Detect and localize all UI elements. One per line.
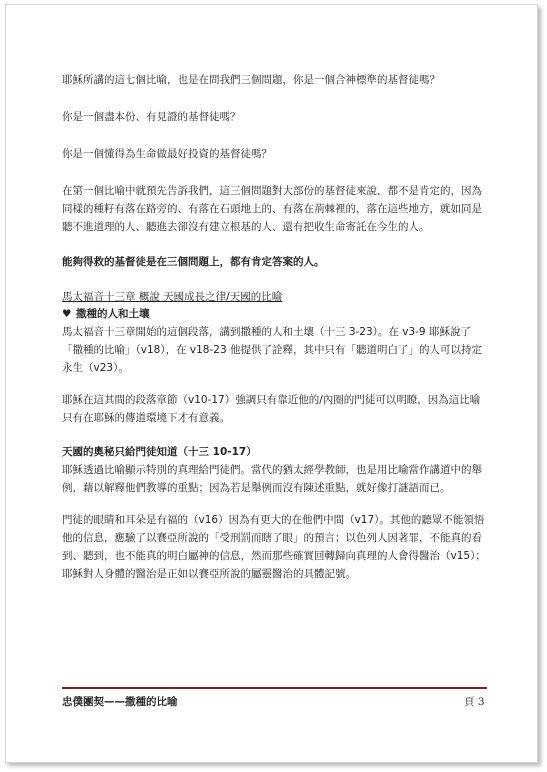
- subheading-sower-text: 撒種的人和土壤: [76, 308, 150, 320]
- subheading-mystery: 天國的奧秘只給門徒知道（十三 10-17）: [62, 446, 257, 458]
- question-1: 耶穌所講的這七個比喻，也是在問我們三個問題，你是一個合神標準的基督徒嗎？: [62, 74, 440, 86]
- paragraph-intro: 在第一個比喻中就預先告訴我們，這三個問題對大部份的基督徒來說，都不是肯定的，因為同樣的種籽有落在路旁的、有落在石頭地上的、有落在荊棘裡的，落在這些地方，就如同是聽不進道理的人、聽進去卻沒有建立根基的人、還有把收生命寄託在今生的人。: [62, 185, 482, 233]
- bold-statement: 能夠得救的基督徒是在三個問題上，都有肯定答案的人。: [62, 256, 325, 268]
- question-3: 你是一個懂得為生命做最好投資的基督徒嗎？: [62, 148, 272, 160]
- footer-title: 忠僕團契——撒種的比喻: [62, 696, 178, 708]
- section-heading: 馬太福音十三章 概說 天國成長之律/天國的比喻: [62, 291, 283, 303]
- subheading-sower: [62, 306, 487, 323]
- paragraph-matthew-13: 馬太福音十三章開始的這個段落，講到撒種的人和土壤（十三 3-23）。在 v3-9 耶穌說了「撒種的比喻」（v18），在 v18-23 他提供了詮釋，其中只有「聽道明白了」的人可以持定永生（v23）。: [62, 326, 482, 374]
- paragraph-blessed-eyes: 門徒的眼睛和耳朵是有福的（v16）因為有更大的在他們中間（v17）。其他的聽眾不能領悟他的信息，應驗了以賽亞所說的「受刑罰而瞎了眼」的預言；以色列人因著罪，不能真的看到、聽到，也不能真的明白屬神的信息，然而那些確實回轉歸向真理的人會得醫治（v15）；耶穌對人身體的醫治是正如以賽亞所說的屬靈醫治的具體記號。: [62, 514, 486, 580]
- document-page: [5, 4, 538, 763]
- footer-rule: [62, 687, 487, 689]
- page-content: [62, 71, 487, 583]
- heart-icon: ♥: [62, 308, 72, 320]
- question-2: 你是一個盡本份、有見證的基督徒嗎？: [62, 111, 241, 123]
- paragraph-parables: 耶穌透過比喻顯示特別的真理給門徒們。當代的猶太經學教師，也是用比喻當作講道中的舉例，藉以解釋他們教導的重點；因為若是舉例而沒有陳述重點，就好像打謎語而已。: [62, 464, 482, 494]
- paragraph-inner-circle: 耶穌在這其間的段落章節（v10-17）強調只有靠近他的/內圈的門徒可以明瞭，因為這比喻只有在耶穌的傳道環境下才有意義。: [62, 394, 481, 424]
- page-number: 頁 3: [464, 696, 485, 708]
